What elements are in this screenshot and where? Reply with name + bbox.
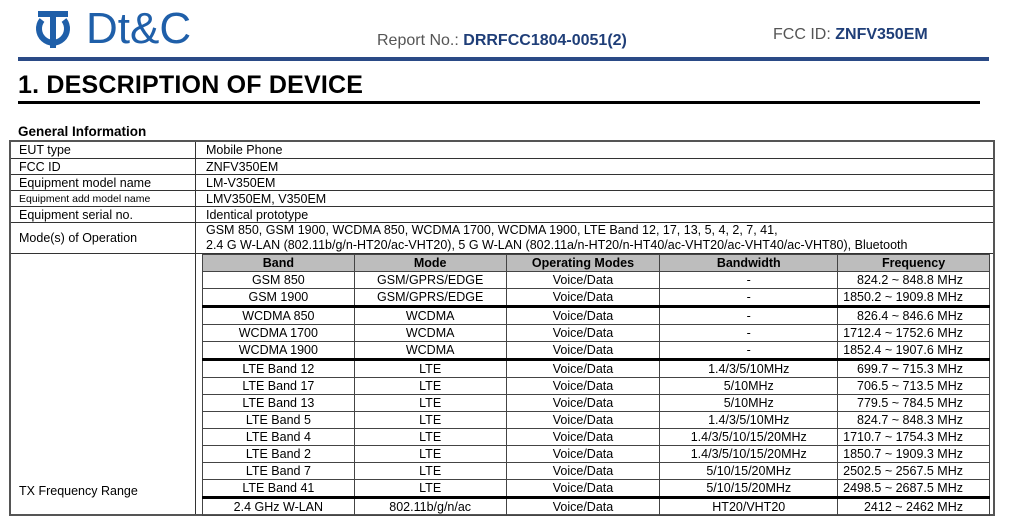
bandwidth-cell: 1.4/3/5/10MHz bbox=[660, 360, 838, 378]
info-label: Equipment model name bbox=[11, 175, 196, 190]
band-row bbox=[203, 480, 990, 498]
band-cell: GSM 1900 bbox=[203, 289, 355, 307]
bandwidth-cell: 5/10/15/20MHz bbox=[660, 480, 838, 498]
mode-cell: GSM/GPRS/EDGE bbox=[354, 289, 506, 307]
bandwidth-cell: 1.4/3/5/10MHz bbox=[660, 412, 838, 429]
operating-mode-cell: Voice/Data bbox=[506, 360, 660, 378]
band-row bbox=[203, 498, 990, 516]
tx-frequency-row bbox=[11, 254, 993, 514]
operating-mode-cell: Voice/Data bbox=[506, 429, 660, 446]
frequency-cell: 826.4 ~ 846.6 MHz bbox=[838, 307, 990, 325]
info-row bbox=[11, 159, 993, 175]
info-value: Identical prototype bbox=[206, 207, 309, 222]
band-cell: LTE Band 5 bbox=[203, 412, 355, 429]
bandwidth-cell: HT20/VHT20 bbox=[660, 498, 838, 516]
frequency-cell: 2502.5 ~ 2567.5 MHz bbox=[838, 463, 990, 480]
bandwidth-cell: - bbox=[660, 307, 838, 325]
band-row bbox=[203, 463, 990, 480]
section-divider bbox=[18, 101, 980, 104]
mode-cell: WCDMA bbox=[354, 307, 506, 325]
section-title: 1. DESCRIPTION OF DEVICE bbox=[18, 71, 364, 99]
bandwidth-cell: - bbox=[660, 272, 838, 289]
frequency-cell: 1850.7 ~ 1909.3 MHz bbox=[838, 446, 990, 463]
operating-mode-cell: Voice/Data bbox=[506, 498, 660, 516]
operating-mode-cell: Voice/Data bbox=[506, 480, 660, 498]
bandwidth-cell: 5/10/15/20MHz bbox=[660, 463, 838, 480]
mode-cell: LTE bbox=[354, 395, 506, 412]
frequency-cell: 1710.7 ~ 1754.3 MHz bbox=[838, 429, 990, 446]
operating-mode-cell: Voice/Data bbox=[506, 446, 660, 463]
mode-cell: WCDMA bbox=[354, 325, 506, 342]
bandwidth-cell: 5/10MHz bbox=[660, 378, 838, 395]
col-header-mode: Mode bbox=[354, 255, 506, 272]
band-row bbox=[203, 272, 990, 289]
info-row bbox=[11, 191, 993, 207]
operating-mode-cell: Voice/Data bbox=[506, 463, 660, 480]
operating-mode-cell: Voice/Data bbox=[506, 378, 660, 395]
band-cell: LTE Band 2 bbox=[203, 446, 355, 463]
operating-mode-cell: Voice/Data bbox=[506, 307, 660, 325]
operating-mode-cell: Voice/Data bbox=[506, 412, 660, 429]
info-row bbox=[11, 207, 993, 223]
band-row bbox=[203, 325, 990, 342]
frequency-cell: 2412 ~ 2462 MHz bbox=[838, 498, 990, 516]
modes-line-2: 2.4 G W-LAN (802.11b/g/n-HT20/ac-VHT20), 5 G W-LAN (802.11a/n-HT20/n-HT40/ac-VHT20/ac-VHT40/ac-VHT80), Bluetooth bbox=[206, 238, 908, 252]
header-fcc-id-label: FCC ID: bbox=[773, 26, 831, 43]
frequency-cell: 2498.5 ~ 2687.5 MHz bbox=[838, 480, 990, 498]
mode-cell: 802.11b/g/n/ac bbox=[354, 498, 506, 516]
info-label: EUT type bbox=[11, 142, 196, 158]
band-cell: LTE Band 17 bbox=[203, 378, 355, 395]
tx-band-table bbox=[202, 254, 990, 516]
operating-mode-cell: Voice/Data bbox=[506, 395, 660, 412]
band-cell: LTE Band 41 bbox=[203, 480, 355, 498]
modes-label: Mode(s) of Operation bbox=[11, 223, 196, 253]
company-logo bbox=[28, 6, 191, 52]
mode-cell: LTE bbox=[354, 429, 506, 446]
band-cell: 2.4 GHz W-LAN bbox=[203, 498, 355, 516]
info-label: Equipment serial no. bbox=[11, 207, 196, 222]
operating-mode-cell: Voice/Data bbox=[506, 272, 660, 289]
band-cell: WCDMA 1700 bbox=[203, 325, 355, 342]
band-row bbox=[203, 378, 990, 395]
frequency-cell: 824.7 ~ 848.3 MHz bbox=[838, 412, 990, 429]
band-row bbox=[203, 360, 990, 378]
report-number-value: DRRFCC1804-0051(2) bbox=[463, 32, 627, 49]
col-header-band: Band bbox=[203, 255, 355, 272]
frequency-cell: 699.7 ~ 715.3 MHz bbox=[838, 360, 990, 378]
band-row bbox=[203, 342, 990, 360]
band-row bbox=[203, 395, 990, 412]
frequency-cell: 1850.2 ~ 1909.8 MHz bbox=[838, 289, 990, 307]
tx-header-row bbox=[203, 255, 990, 272]
band-cell: GSM 850 bbox=[203, 272, 355, 289]
header-fcc-id-value: ZNFV350EM bbox=[835, 26, 928, 43]
col-header-operating-modes: Operating Modes bbox=[506, 255, 660, 272]
info-value: LM-V350EM bbox=[206, 175, 276, 190]
modes-row bbox=[11, 223, 993, 254]
band-row bbox=[203, 412, 990, 429]
col-header-bandwidth: Bandwidth bbox=[660, 255, 838, 272]
mode-cell: LTE bbox=[354, 360, 506, 378]
header-fcc-id bbox=[773, 26, 928, 44]
mode-cell: LTE bbox=[354, 378, 506, 395]
logo-wordmark: Dt&C bbox=[86, 4, 192, 53]
mode-cell: LTE bbox=[354, 480, 506, 498]
frequency-cell: 824.2 ~ 848.8 MHz bbox=[838, 272, 990, 289]
bandwidth-cell: 5/10MHz bbox=[660, 395, 838, 412]
mode-cell: LTE bbox=[354, 463, 506, 480]
tx-frequency-label: TX Frequency Range bbox=[19, 484, 138, 498]
modes-value bbox=[196, 223, 993, 253]
tx-frequency-label-cell bbox=[11, 254, 196, 514]
info-row bbox=[11, 142, 993, 159]
bandwidth-cell: - bbox=[660, 289, 838, 307]
header-divider bbox=[18, 57, 989, 61]
bandwidth-cell: 1.4/3/5/10/15/20MHz bbox=[660, 429, 838, 446]
bandwidth-cell: - bbox=[660, 342, 838, 360]
mode-cell: LTE bbox=[354, 446, 506, 463]
info-row bbox=[11, 175, 993, 191]
info-label: Equipment add model name bbox=[11, 191, 196, 206]
info-label: FCC ID bbox=[11, 159, 196, 174]
mode-cell: LTE bbox=[354, 412, 506, 429]
operating-mode-cell: Voice/Data bbox=[506, 342, 660, 360]
band-cell: LTE Band 7 bbox=[203, 463, 355, 480]
band-row bbox=[203, 429, 990, 446]
tx-band-body bbox=[203, 272, 990, 516]
dtc-logo-icon bbox=[28, 6, 78, 52]
band-row bbox=[203, 446, 990, 463]
frequency-cell: 1712.4 ~ 1752.6 MHz bbox=[838, 325, 990, 342]
report-number-label: Report No.: bbox=[377, 32, 459, 49]
tx-band-table-wrap bbox=[196, 254, 993, 514]
band-cell: WCDMA 1900 bbox=[203, 342, 355, 360]
band-cell: LTE Band 4 bbox=[203, 429, 355, 446]
band-row bbox=[203, 307, 990, 325]
col-header-frequency: Frequency bbox=[838, 255, 990, 272]
operating-mode-cell: Voice/Data bbox=[506, 289, 660, 307]
band-cell: LTE Band 12 bbox=[203, 360, 355, 378]
general-info-title: General Information bbox=[18, 124, 147, 139]
modes-line-1: GSM 850, GSM 1900, WCDMA 850, WCDMA 1700, WCDMA 1900, LTE Band 12, 17, 13, 5, 4, 2, 7, 41, bbox=[206, 223, 778, 237]
band-row bbox=[203, 289, 990, 307]
bandwidth-cell: - bbox=[660, 325, 838, 342]
band-cell: LTE Band 13 bbox=[203, 395, 355, 412]
mode-cell: GSM/GPRS/EDGE bbox=[354, 272, 506, 289]
frequency-cell: 779.5 ~ 784.5 MHz bbox=[838, 395, 990, 412]
frequency-cell: 1852.4 ~ 1907.6 MHz bbox=[838, 342, 990, 360]
operating-mode-cell: Voice/Data bbox=[506, 325, 660, 342]
info-value: ZNFV350EM bbox=[206, 159, 279, 174]
info-value: LMV350EM, V350EM bbox=[206, 191, 327, 206]
mode-cell: WCDMA bbox=[354, 342, 506, 360]
general-info-table bbox=[9, 140, 995, 516]
info-value: Mobile Phone bbox=[206, 143, 283, 157]
bandwidth-cell: 1.4/3/5/10/15/20MHz bbox=[660, 446, 838, 463]
band-cell: WCDMA 850 bbox=[203, 307, 355, 325]
report-number bbox=[377, 32, 627, 50]
frequency-cell: 706.5 ~ 713.5 MHz bbox=[838, 378, 990, 395]
